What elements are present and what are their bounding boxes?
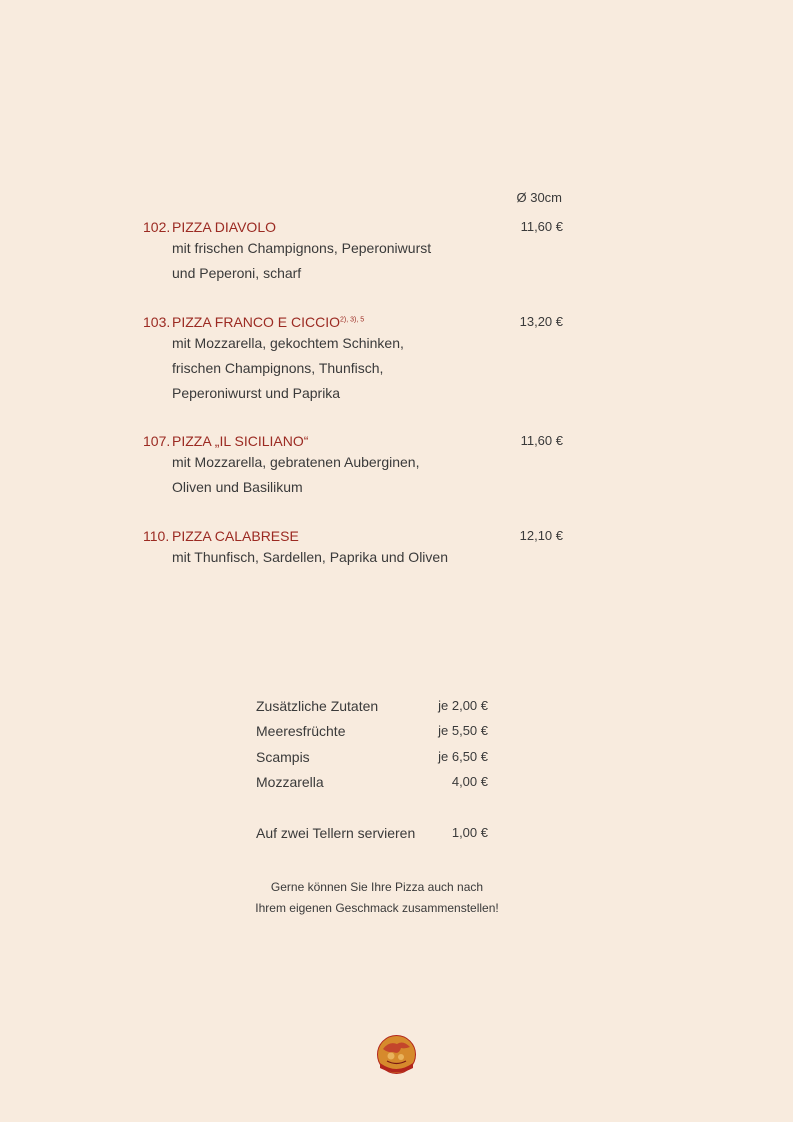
- item-number: 110.: [143, 528, 170, 544]
- extras-row: [256, 773, 488, 798]
- item-price: 11,60 €: [520, 433, 563, 448]
- item-name: [172, 313, 364, 331]
- size-header: Ø 30cm: [516, 190, 562, 205]
- extras-label: Meeresfrüchte: [256, 723, 346, 740]
- menu-item-110: [143, 527, 563, 570]
- extras-price: je 5,50 €: [438, 723, 488, 739]
- item-description-line: mit Thunfisch, Sardellen, Paprika und Oliven: [172, 549, 448, 565]
- note-line: Gerne können Sie Ihre Pizza auch nach: [270, 880, 484, 894]
- item-name-text: PIZZA FRANCO E CICCIO: [172, 314, 341, 330]
- item-name: PIZZA „IL SICILIANO“: [172, 433, 309, 449]
- item-description-line: Peperoniwurst und Paprika: [172, 385, 341, 401]
- item-description-line: Oliven und Basilikum: [172, 479, 303, 495]
- serve-two-plates-row: [256, 824, 488, 842]
- item-price: 12,10 €: [519, 528, 563, 543]
- item-description-line: und Peperoni, scharf: [172, 265, 302, 281]
- item-description-line: mit Mozzarella, gebratenen Auberginen,: [172, 454, 420, 470]
- item-price: 13,20 €: [519, 314, 563, 329]
- item-name: PIZZA DIAVOLO: [172, 219, 276, 235]
- allergen-superscript: 2), 3), 5: [340, 316, 365, 324]
- extras-price: je 2,00 €: [438, 698, 488, 713]
- extras-row: [256, 697, 488, 722]
- serve-price: 1,00 €: [451, 825, 488, 840]
- extras-label: Scampis: [256, 748, 310, 765]
- extras-list: [256, 697, 488, 798]
- menu-item-103: [143, 313, 563, 406]
- pizza-chef-logo-icon: [377, 1035, 416, 1074]
- extras-price: je 6,50 €: [438, 748, 488, 764]
- item-description-line: mit frischen Champignons, Peperoniwurst: [172, 240, 432, 256]
- extras-price: 4,00 €: [451, 773, 488, 789]
- item-number: 103.: [143, 314, 171, 330]
- item-number: 102.: [143, 219, 171, 235]
- item-description-line: mit Mozzarella, gekochtem Schinken,: [172, 335, 404, 351]
- item-description-line: frischen Champignons, Thunfisch,: [172, 360, 384, 376]
- item-price: 11,60 €: [520, 219, 563, 234]
- item-number: 107.: [143, 433, 171, 449]
- menu-item-107: [143, 432, 563, 500]
- serve-label: Auf zwei Tellern servieren: [256, 825, 416, 841]
- extras-row: [256, 748, 488, 773]
- extras-label: Zusätzliche Zutaten: [256, 698, 379, 714]
- item-name: PIZZA CALABRESE: [172, 528, 299, 544]
- extras-label: Mozzarella: [256, 773, 324, 790]
- extras-row: [256, 722, 488, 747]
- note-line: Ihrem eigenen Geschmack zusammenstellen!: [255, 901, 499, 915]
- menu-item-102: [143, 218, 563, 286]
- custom-pizza-note: [200, 877, 554, 919]
